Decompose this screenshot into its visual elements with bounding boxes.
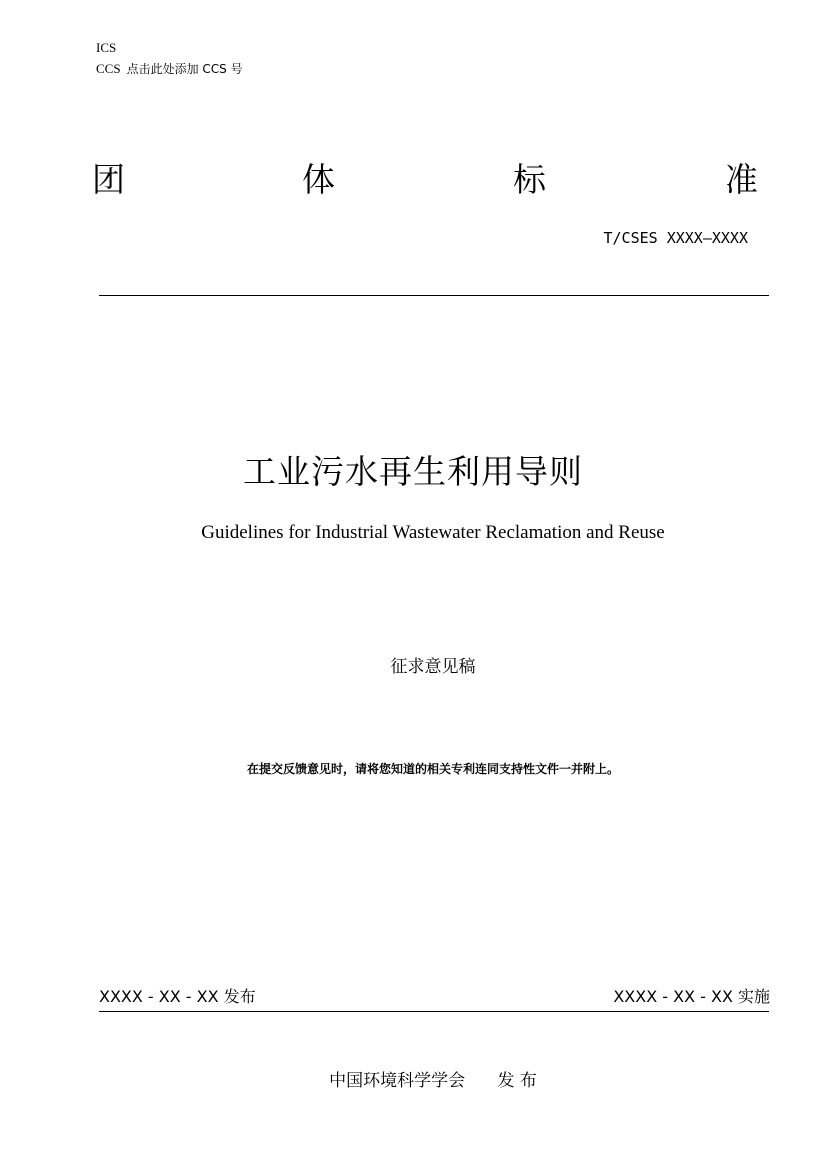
top-divider xyxy=(99,295,769,296)
publisher-org: 中国环境科学学会 xyxy=(329,1071,466,1091)
standard-type-char: 准 xyxy=(725,160,758,199)
document-title-en: Guidelines for Industrial Wastewater Reclamation and Reuse xyxy=(201,522,665,543)
implement-date: XXXX - XX - XX 实施 xyxy=(613,987,770,1006)
ccs-code xyxy=(96,61,243,77)
publisher-action: 发 布 xyxy=(497,1071,537,1091)
ccs-label: CCS xyxy=(96,61,121,76)
standard-type-char: 体 xyxy=(302,160,335,199)
document-title-cn: 工业污水再生利用导则 xyxy=(243,452,583,491)
publish-date: XXXX - XX - XX 发布 xyxy=(99,987,256,1006)
publisher-line xyxy=(0,1070,826,1092)
standard-type-char: 团 xyxy=(92,160,125,199)
draft-status: 征求意见稿 xyxy=(390,657,476,677)
ics-code: ICS xyxy=(96,40,117,55)
patent-notice: 在提交反馈意见时，请将您知道的相关专利连同支持性文件一并附上。 xyxy=(246,762,619,776)
ccs-placeholder-hint[interactable]: 点击此处添加 CCS 号 xyxy=(126,62,243,76)
bottom-divider xyxy=(99,1011,769,1012)
standard-type-char: 标 xyxy=(513,160,546,199)
standard-code: T/CSES XXXX—XXXX xyxy=(603,229,748,247)
